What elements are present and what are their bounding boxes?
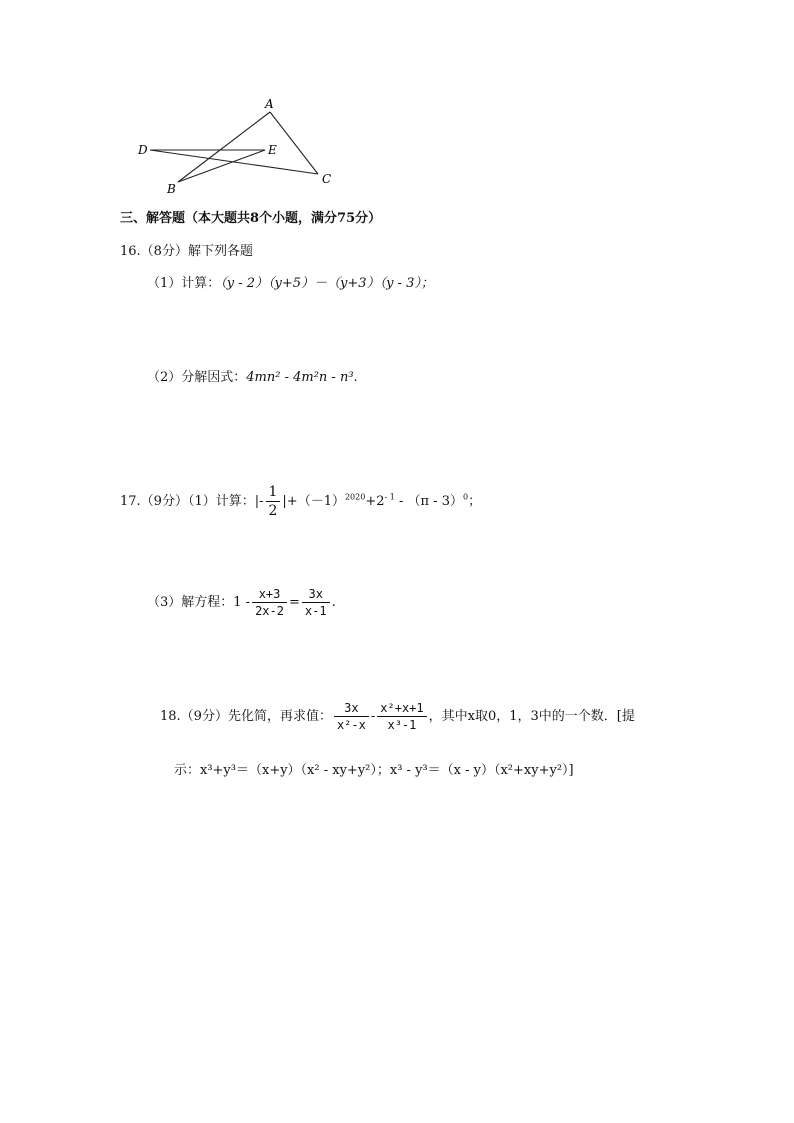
expr-part-2: +2 xyxy=(365,494,385,509)
section-heading: 三、解答题（本大题共8个小题，满分75分） xyxy=(120,211,382,226)
question-18-line xyxy=(160,701,635,732)
fraction-left xyxy=(252,587,287,618)
fraction-2-denominator: x³-1 xyxy=(387,718,417,732)
part-2-prefix: （2）分解因式： xyxy=(147,370,247,385)
segment-ab xyxy=(178,112,270,182)
expr-part-1: |+（－1） xyxy=(282,494,345,509)
part-2-expression: 4mn² - 4m²n - n³. xyxy=(246,370,358,385)
segment-be xyxy=(178,150,265,182)
fraction-1 xyxy=(334,701,369,732)
part-3-prefix: （3）解方程：1 - xyxy=(147,595,251,610)
expr-end: ； xyxy=(468,494,482,509)
fraction-numerator: 1 xyxy=(266,484,281,502)
question-16-part-2 xyxy=(147,366,358,385)
question-18-stem: 18.（9分）先化简，再求值： xyxy=(160,709,332,724)
abs-open: |- xyxy=(254,494,264,509)
question-18-hint: 示：x³+y³＝（x+y）（x² - xy+y²）；x³ - y³＝（x - y）（x²+xy+y²）] xyxy=(174,763,574,778)
fraction-half xyxy=(266,484,281,519)
fraction-left-denominator: 2x-2 xyxy=(255,604,284,618)
segment-dc xyxy=(150,150,318,174)
exponent-2020: 2020 xyxy=(344,492,366,502)
fraction-2 xyxy=(377,701,426,732)
question-17-stem: 17.（9分）（1）计算： xyxy=(120,494,255,509)
fraction-left-numerator: x+3 xyxy=(252,587,287,603)
fraction-denominator: 2 xyxy=(268,503,278,519)
part-1-prefix: （1）计算： xyxy=(147,276,221,291)
question-16-part-1 xyxy=(147,272,434,291)
geometry-figure xyxy=(130,92,350,202)
label-a: A xyxy=(265,97,274,111)
fraction-right-denominator: x-1 xyxy=(304,604,327,618)
label-b: B xyxy=(167,182,176,196)
question-17-line xyxy=(120,484,481,519)
label-d: D xyxy=(138,143,148,157)
fraction-right-numerator: 3x xyxy=(302,587,330,603)
question-17-part-3 xyxy=(147,587,336,618)
question-18-suffix: ，其中x取0，1，3中的一个数．[提 xyxy=(428,709,635,724)
fraction-right xyxy=(302,587,330,618)
fraction-1-numerator: 3x xyxy=(334,701,369,717)
expr-part-3: - （π - 3） xyxy=(394,494,463,509)
segment-ac xyxy=(270,112,318,174)
fraction-1-denominator: x²-x xyxy=(336,718,366,732)
equals-sign: = xyxy=(288,595,300,610)
minus-sign: - xyxy=(370,709,376,724)
question-16-stem: 16.（8分）解下列各题 xyxy=(120,244,253,259)
part-3-end: . xyxy=(331,595,336,610)
label-e: E xyxy=(268,143,277,157)
fraction-2-numerator: x²+x+1 xyxy=(377,701,426,717)
exponent-neg-1: - 1 xyxy=(384,492,395,502)
label-c: C xyxy=(322,172,332,186)
exponent-0: 0 xyxy=(462,492,469,502)
triangle-diagram xyxy=(130,92,350,202)
part-1-expression: （y - 2）（y+5）－（y+3）（y - 3）； xyxy=(220,276,434,291)
